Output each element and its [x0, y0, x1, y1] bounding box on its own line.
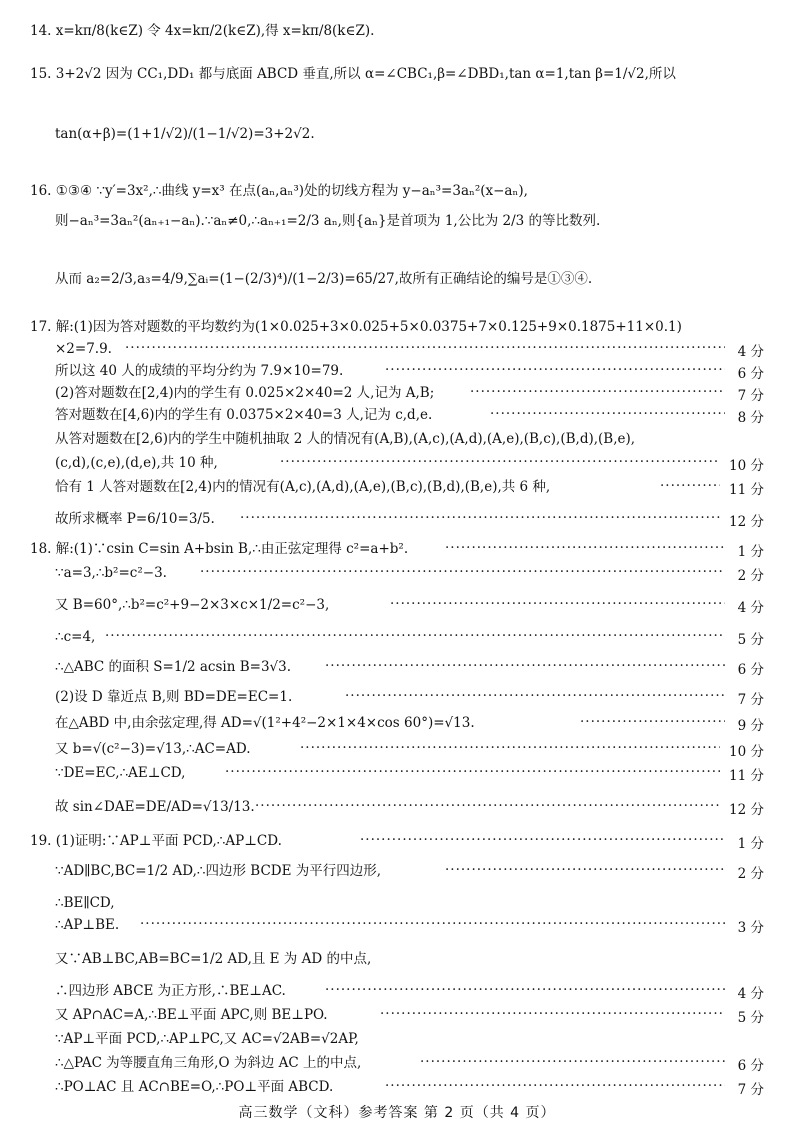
score-mark: 10 分 — [729, 744, 764, 760]
page-footer: 高三数学（文科）参考答案 第 2 页（共 4 页） — [238, 1105, 556, 1121]
q19-line3 — [55, 894, 794, 912]
q18-text-1: 18. 解:(1)∵csin C=sin A+bsin B,∴由正弦定理得 c²=a+b². — [30, 541, 409, 557]
q17-text-8: 恰有 1 人答对题数在[2,4)内的情况有(A,c),(A,d),(A,e),(B,c),(B,d),(B,e),共 6 种, — [55, 479, 551, 495]
q17-text-9: 故所求概率 P=6/10=3/5. — [55, 511, 215, 527]
leader-dots — [470, 384, 725, 400]
score-mark: 2 分 — [737, 568, 764, 584]
score-mark: 3 分 — [737, 920, 764, 936]
q16-line2 — [55, 212, 794, 230]
score-mark: 9 分 — [737, 718, 764, 734]
q19-text-10: ∴PO⊥AC 且 AC∩BE=O,∴PO⊥平面 ABCD. — [55, 1079, 334, 1095]
score-mark: 10 分 — [729, 458, 764, 474]
score-mark: 5 分 — [737, 1010, 764, 1026]
q15-line1 — [30, 65, 794, 83]
q19-text-4: ∴AP⊥BE. — [55, 917, 120, 933]
q16-text-1: 16. ①③④ ∵y′=3x²,∴曲线 y=x³ 在点(aₙ,aₙ³)处的切线方程为 y−aₙ³=3aₙ²(x−aₙ), — [30, 183, 528, 199]
leader-dots — [385, 1078, 725, 1094]
score-mark: 7 分 — [737, 692, 764, 708]
q16-text-2: 则−aₙ³=3aₙ²(aₙ₊₁−aₙ).∵aₙ≠0,∴aₙ₊₁=2/3 aₙ,则{aₙ}是首项为 1,公比为 2/3 的等比数列. — [55, 213, 601, 229]
q18-text-2: ∵a=3,∴b²=c²−3. — [55, 565, 167, 581]
score-mark: 7 分 — [737, 388, 764, 404]
q18-text-3: 又 B=60°,∴b²=c²+9−2×3×c×1/2=c²−3, — [55, 597, 330, 613]
leader-dots — [225, 764, 720, 780]
q16-text-3: 从而 a₂=2/3,a₃=4/9,∑aᵢ=(1−(2/3)⁴)/(1−2/3)=65/27,故所有正确结论的编号是①③④. — [55, 271, 593, 287]
score-mark: 4 分 — [737, 986, 764, 1002]
leader-dots — [490, 406, 725, 422]
q15-text-1: 15. 3+2√2 因为 CC₁,DD₁ 都与底面 ABCD 垂直,所以 α=∠CBC₁,β=∠DBD₁,tan α=1,tan β=1/√2,所以 — [30, 66, 676, 82]
score-mark: 11 分 — [729, 768, 764, 784]
leader-dots — [325, 658, 725, 674]
leader-dots — [420, 1054, 725, 1070]
leader-dots — [240, 510, 720, 526]
q17-text-3: 所以这 40 人的成绩的平均分约为 7.9×10=79. — [55, 363, 344, 379]
q17-text-2: ×2=7.9. — [55, 341, 112, 357]
leader-dots — [280, 454, 720, 470]
score-mark: 4 分 — [737, 600, 764, 616]
score-mark: 2 分 — [737, 866, 764, 882]
q19-line5 — [55, 950, 794, 968]
score-mark: 8 分 — [737, 410, 764, 426]
q18-text-10: 故 sin∠DAE=DE/AD=√13/13. — [55, 799, 255, 815]
leader-dots — [385, 362, 725, 378]
q17-text-5: 答对题数在[4,6)内的学生有 0.0375×2×40=3 人,记为 c,d,e. — [55, 407, 433, 423]
q17-line1 — [30, 318, 794, 336]
q18-text-7: 在△ABD 中,由余弦定理,得 AD=√(1²+4²−2×1×4×cos 60°)=√13. — [55, 715, 475, 731]
q19-text-5: 又∵AB⊥BC,AB=BC=1/2 AD,且 E 为 AD 的中点, — [55, 951, 372, 967]
q18-text-9: ∵DE=EC,∴AE⊥CD, — [55, 765, 186, 781]
q17-line6 — [55, 430, 794, 448]
q18-text-8: 又 b=√(c²−3)=√13,∴AC=AD. — [55, 741, 251, 757]
q15-line2 — [55, 125, 794, 143]
score-mark: 6 分 — [737, 1058, 764, 1074]
score-mark: 12 分 — [729, 802, 764, 818]
q16-line3 — [55, 270, 794, 288]
q19-text-1: 19. (1)证明:∵AP⊥平面 PCD,∴AP⊥CD. — [30, 833, 282, 849]
leader-dots — [445, 540, 725, 556]
score-mark: 12 分 — [729, 514, 764, 530]
leader-dots — [360, 832, 725, 848]
q19-text-9: ∴△PAC 为等腰直角三角形,O 为斜边 AC 上的中点, — [55, 1055, 362, 1071]
score-mark: 1 分 — [737, 836, 764, 852]
leader-dots — [380, 1006, 725, 1022]
q14-line — [30, 22, 794, 40]
score-mark: 11 分 — [729, 482, 764, 498]
leader-dots — [580, 714, 725, 730]
q16-line1 — [30, 182, 794, 200]
q19-text-6: ∴四边形 ABCE 为正方形,∴BE⊥AC. — [55, 983, 286, 999]
score-mark: 1 分 — [737, 544, 764, 560]
q17-text-4: (2)答对题数在[2,4)内的学生有 0.025×2×40=2 人,记为 A,B; — [55, 385, 435, 401]
q17-text-7: (c,d),(c,e),(d,e),共 10 种, — [55, 455, 218, 471]
q18-text-5: ∴△ABC 的面积 S=1/2 acsin B=3√3. — [55, 659, 292, 675]
q18-text-4: ∴c=4, — [55, 629, 96, 645]
score-mark: 4 分 — [737, 344, 764, 360]
leader-dots — [445, 862, 725, 878]
q17-text-6: 从答对题数在[2,6)内的学生中随机抽取 2 人的情况有(A,B),(A,c),(A,d),(A,e),(B,c),(B,d),(B,e), — [55, 431, 636, 447]
score-mark: 5 分 — [737, 632, 764, 648]
leader-dots — [345, 688, 725, 704]
leader-dots — [200, 564, 725, 580]
score-mark: 6 分 — [737, 662, 764, 678]
leader-dots — [325, 982, 725, 998]
leader-dots — [300, 740, 720, 756]
q19-text-7: 又 AP∩AC=A,∴BE⊥平面 APC,则 BE⊥PO. — [55, 1007, 328, 1023]
q19-text-3: ∴BE∥CD, — [55, 895, 115, 911]
leader-dots — [390, 596, 725, 612]
q19-line8 — [55, 1030, 794, 1048]
q14-text: 14. x=kπ/8(k∈Z) 令 4x=kπ/2(k∈Z),得 x=kπ/8(k∈Z). — [30, 23, 375, 39]
score-mark: 7 分 — [737, 1082, 764, 1098]
q19-text-8: ∵AP⊥平面 PCD,∴AP⊥PC,又 AC=√2AB=√2AP, — [55, 1031, 359, 1047]
q19-text-2: ∵AD∥BC,BC=1/2 AD,∴四边形 BCDE 为平行四边形, — [55, 863, 382, 879]
q17-text-1: 17. 解:(1)因为答对题数的平均数约为(1×0.025+3×0.025+5×0.0375+7×0.125+9×0.1875+11×0.1) — [30, 319, 682, 335]
leader-dots — [125, 340, 725, 356]
q18-text-6: (2)设 D 靠近点 B,则 BD=DE=EC=1. — [55, 689, 293, 705]
q15-text-2: tan(α+β)=(1+1/√2)/(1−1/√2)=3+2√2. — [55, 126, 315, 142]
leader-dots — [105, 628, 725, 644]
leader-dots — [660, 478, 720, 494]
leader-dots — [255, 798, 720, 814]
score-mark: 6 分 — [737, 366, 764, 382]
leader-dots — [140, 916, 725, 932]
